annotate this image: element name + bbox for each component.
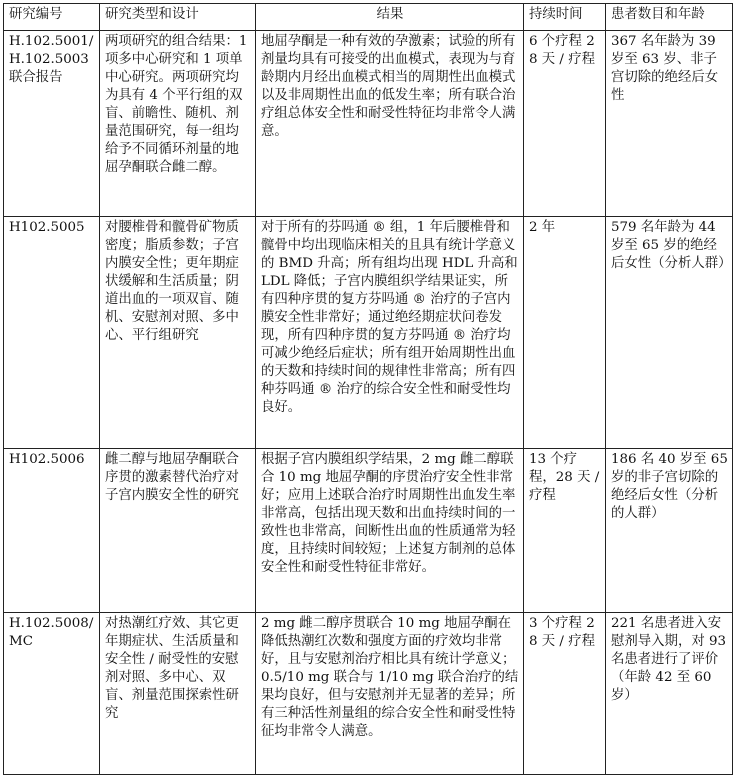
cell-study-design: 两项研究的组合结果：1 项多中心研究和 1 项单中心研究。两项研究均为具有 4 个平行组的双盲、前瞻性、随机、剂量范围研究，每一组均给予不同循环剂量的地屈孕酮联合雌二醇。	[100, 31, 256, 217]
cell-duration: 6 个疗程 28 天 / 疗程	[524, 31, 606, 217]
cell-result: 2 mg 雌二醇序贯联合 10 mg 地屈孕酮在降低热潮红次数和强度方面的疗效均非常好，且与安慰剂治疗相比具有统计学意义；0.5/10 mg 联合与 1/10 mg 联合治疗的结果均良好，但与安慰剂并无显著的差异；所有三种活性剂量组的综合安全性和耐受性特征均非常令人满意。	[256, 613, 524, 775]
table-header-row	[4, 4, 733, 31]
cell-patients: 579 名年龄为 44 岁至 65 岁的绝经后女性（分析人群）	[606, 217, 733, 449]
cell-patients: 186 名 40 岁至 65 岁的非子宫切除的绝经后女性（分析的人群）	[606, 449, 733, 613]
cell-result: 地屈孕酮是一种有效的孕激素；试验的所有剂量均具有可接受的出血模式，表现为与育龄期内月经出血模式相当的周期性出血模式以及非周期性出血的低发生率；所有联合治疗组总体安全性和耐受性特征均非常令人满意。	[256, 31, 524, 217]
header-study-id: 研究编号	[4, 4, 100, 31]
cell-result: 对于所有的芬吗通 ® 组，1 年后腰椎骨和髋骨中均出现临床相关的且具有统计学意义的 BMD 升高；所有组均出现 HDL 升高和 LDL 降低；子宫内膜组织学结果证实，所有四种序贯的复方芬吗通 ® 治疗的子宫内膜安全性非常好；通过绝经期症状问卷发现，所有四种序贯的复方芬吗通 ® 治疗均可减少绝经后症状；所有组开始周期性出血的天数和持续时间的规律性非常高；所有四种芬吗通 ® 治疗的综合安全性和耐受性均良好。	[256, 217, 524, 449]
header-study-design: 研究类型和设计	[100, 4, 256, 31]
cell-study-id: H.102.5008/ MC	[4, 613, 100, 775]
cell-duration: 13 个疗程，28 天 / 疗程	[524, 449, 606, 613]
cell-study-design: 对热潮红疗效、其它更年期症状、生活质量和安全性 / 耐受性的安慰剂对照、多中心、双盲、剂量范围探索性研究	[100, 613, 256, 775]
cell-study-id: H102.5006	[4, 449, 100, 613]
cell-patients: 221 名患者进入安慰剂导入期，对 93 名患者进行了评价（年龄 42 至 60 岁）	[606, 613, 733, 775]
cell-study-design: 雌二醇与地屈孕酮联合序贯的激素替代治疗对子宫内膜安全性的研究	[100, 449, 256, 613]
cell-duration: 2 年	[524, 217, 606, 449]
table-row	[4, 31, 733, 217]
table-row	[4, 613, 733, 775]
cell-result: 根据子宫内膜组织学结果，2 mg 雌二醇联合 10 mg 地屈孕酮的序贯治疗安全性非常好；应用上述联合治疗时周期性出血发生率非常高，包括出现天数和出血持续时间的一致性也非常高，间断性出血的性质通常为轻度，且持续时间较短；上述复方制剂的总体安全性和耐受性特征非常好。	[256, 449, 524, 613]
table-row	[4, 449, 733, 613]
cell-study-design: 对腰椎骨和髋骨矿物质密度；脂质参数；子宫内膜安全性；更年期症状缓解和生活质量；阴道出血的一项双盲、随机、安慰剂对照、多中心、平行组研究	[100, 217, 256, 449]
header-duration: 持续时间	[524, 4, 606, 31]
cell-study-id: H102.5005	[4, 217, 100, 449]
cell-study-id: H.102.5001/ H.102.5003 联合报告	[4, 31, 100, 217]
header-result: 结果	[256, 4, 524, 31]
table-row	[4, 217, 733, 449]
header-patients: 患者数目和年龄	[606, 4, 733, 31]
study-table	[3, 3, 733, 775]
cell-patients: 367 名年龄为 39 岁至 63 岁、非子宫切除的绝经后女性	[606, 31, 733, 217]
cell-duration: 3 个疗程 28 天 / 疗程	[524, 613, 606, 775]
